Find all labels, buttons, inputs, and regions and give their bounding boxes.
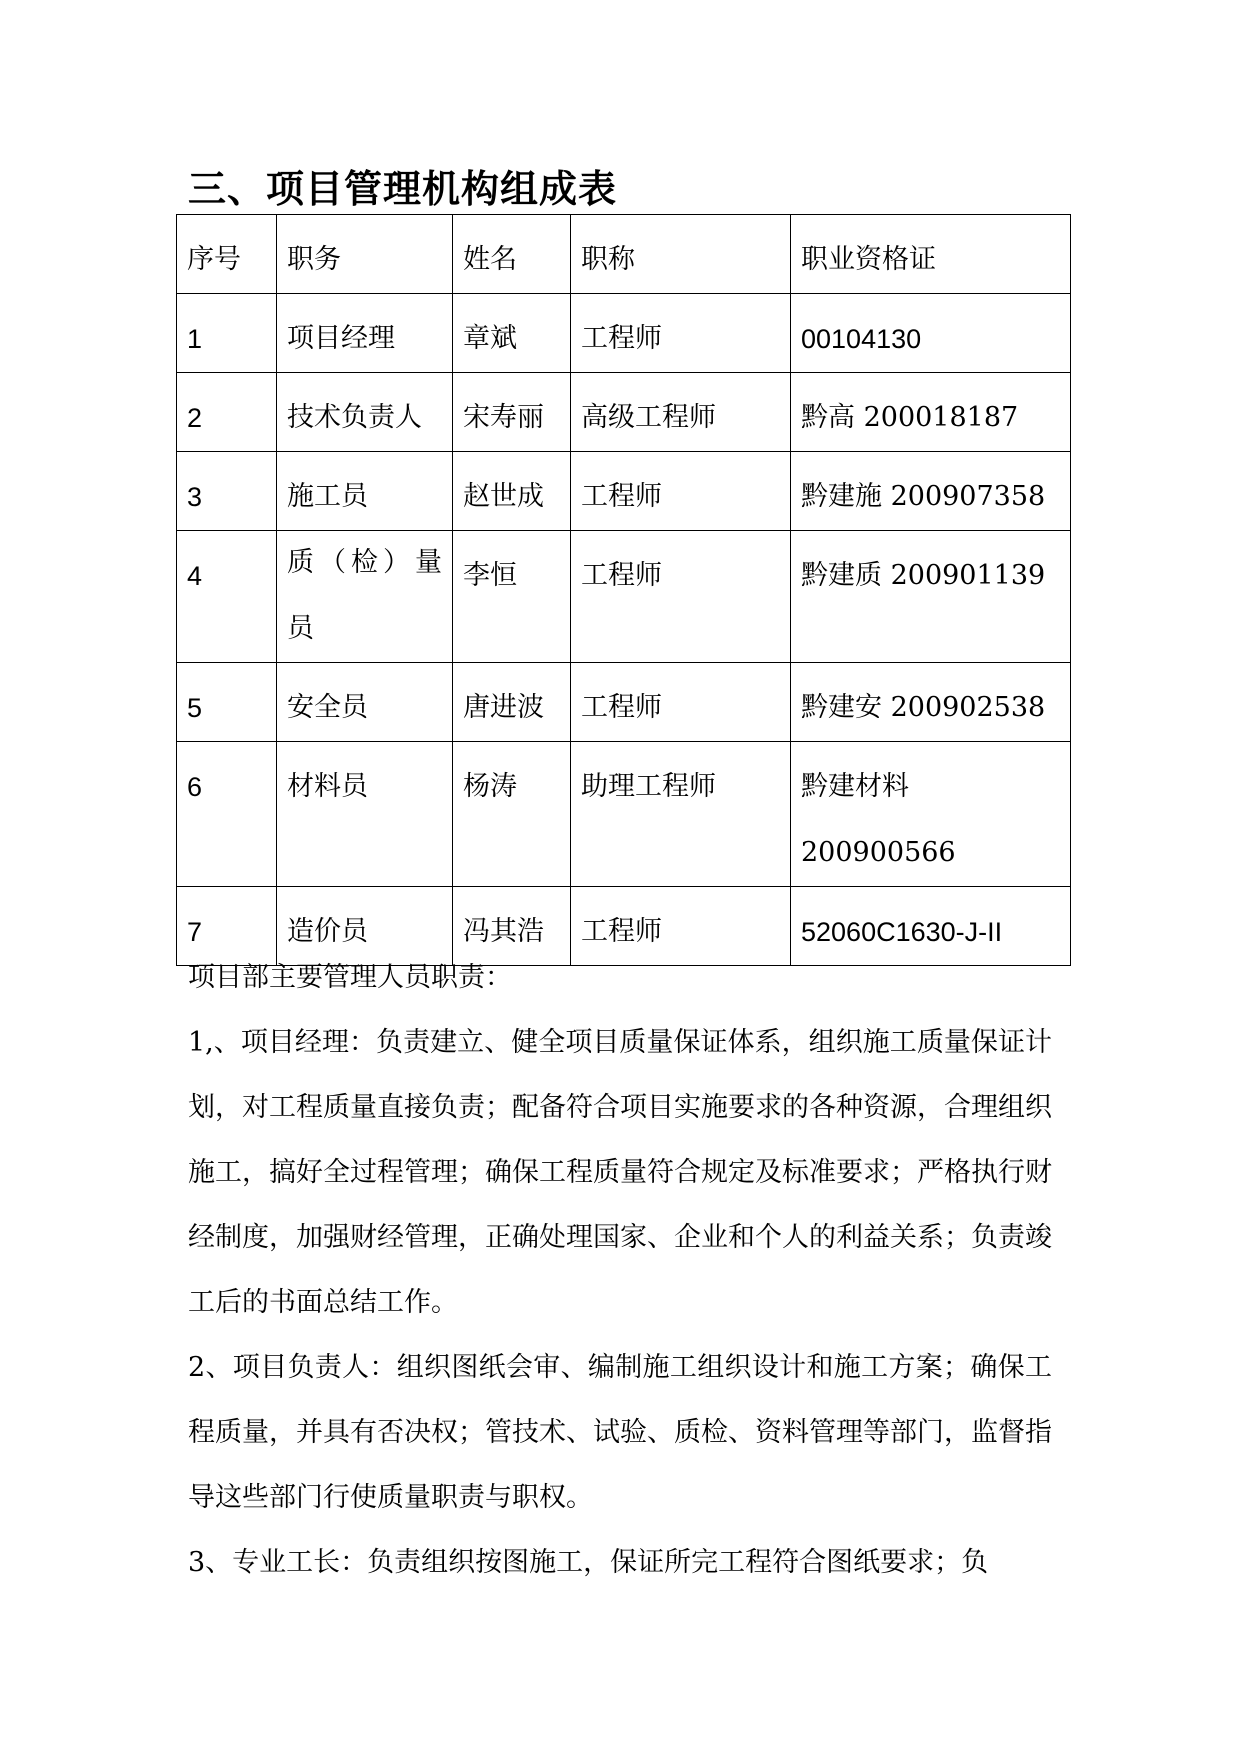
row-index: 2: [177, 373, 277, 452]
duties-section: [188, 945, 1052, 1595]
row-position: 安全员: [277, 663, 453, 742]
row-position: [277, 531, 453, 663]
row-position: 造价员: [277, 887, 453, 966]
row-name: 冯其浩: [453, 887, 571, 966]
row-title: 工程师: [571, 452, 791, 531]
row-position: 项目经理: [277, 294, 453, 373]
header-cell: 职业资格证: [791, 215, 1071, 294]
duty-item: 1,、项目经理：负责建立、健全项目质量保证体系，组织施工质量保证计划，对工程质量直接负责；配备符合项目实施要求的各种资源，合理组织施工，搞好全过程管理；确保工程质量符合规定及标准要求；严格执行财经制度，加强财经管理，正确处理国家、企业和个人的利益关系；负责竣工后的书面总结工作。: [188, 1027, 1052, 1318]
row-position: 施工员: [277, 452, 453, 531]
row-index: 6: [177, 742, 277, 887]
row-name: 宋寿丽: [453, 373, 571, 452]
row-name: 杨涛: [453, 742, 571, 887]
row-certificate: 黔高 200018187: [791, 373, 1071, 452]
row-certificate: 黔建材料 200900566: [791, 742, 1071, 887]
row-certificate: 黔建质 200901139: [791, 531, 1071, 663]
organization-table: [176, 214, 1071, 966]
page-title: 三、项目管理机构组成表: [188, 167, 618, 211]
header-cell: 姓名: [453, 215, 571, 294]
row-certificate: 52060C1630-J-II: [791, 887, 1071, 966]
header-cell: 职称: [571, 215, 791, 294]
row-index: 1: [177, 294, 277, 373]
row-title: 工程师: [571, 294, 791, 373]
row-position: 技术负责人: [277, 373, 453, 452]
row-title: 高级工程师: [571, 373, 791, 452]
row-position-text: 质（检）量员: [287, 547, 442, 644]
duties-heading: 项目部主要管理人员职责：: [188, 962, 512, 993]
row-index: 3: [177, 452, 277, 531]
table-row: [177, 742, 1071, 887]
table-row: [177, 531, 1071, 663]
table-row: [177, 294, 1071, 373]
header-cell: 序号: [177, 215, 277, 294]
row-name: 章斌: [453, 294, 571, 373]
row-certificate: 00104130: [791, 294, 1071, 373]
table-row: [177, 663, 1071, 742]
row-title: 工程师: [571, 663, 791, 742]
header-cell: 职务: [277, 215, 453, 294]
row-position: 材料员: [277, 742, 453, 887]
row-title: 助理工程师: [571, 742, 791, 887]
table-row: [177, 452, 1071, 531]
row-title: 工程师: [571, 887, 791, 966]
row-certificate: 黔建施 200907358: [791, 452, 1071, 531]
row-name: 李恒: [453, 531, 571, 663]
row-index: 7: [177, 887, 277, 966]
row-name: 赵世成: [453, 452, 571, 531]
row-index: 5: [177, 663, 277, 742]
table-row: [177, 373, 1071, 452]
duty-item: 3、专业工长：负责组织按图施工，保证所完工程符合图纸要求；负: [188, 1547, 989, 1578]
table-header-row: [177, 215, 1071, 294]
row-certificate: 黔建安 200902538: [791, 663, 1071, 742]
duty-item: 2、项目负责人：组织图纸会审、编制施工组织设计和施工方案；确保工程质量，并具有否决权；管技术、试验、质检、资料管理等部门，监督指导这些部门行使质量职责与职权。: [188, 1352, 1052, 1513]
row-index: 4: [177, 531, 277, 663]
row-name: 唐进波: [453, 663, 571, 742]
row-title: 工程师: [571, 531, 791, 663]
